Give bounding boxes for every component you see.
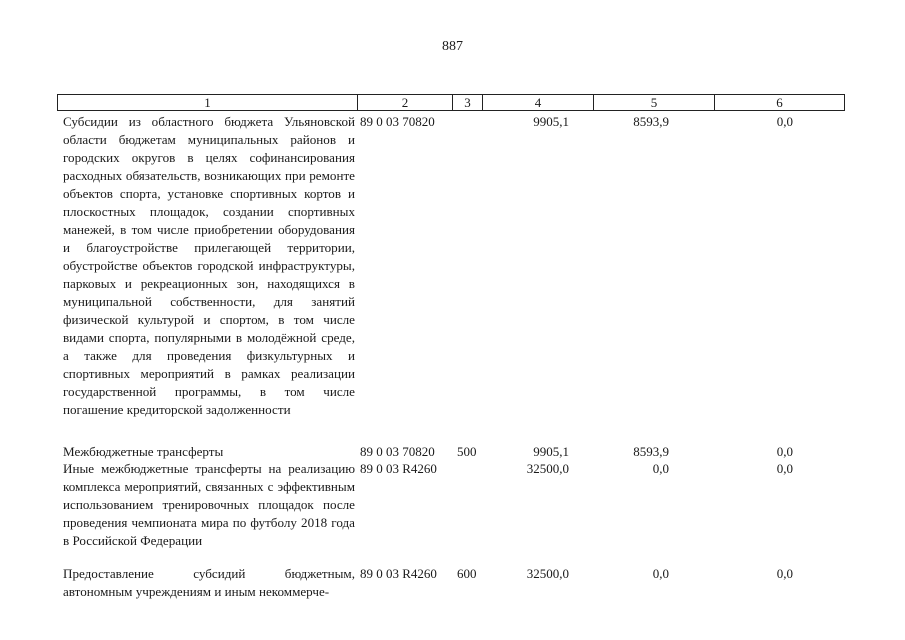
row-value-5: 8593,9 <box>633 114 669 129</box>
row-value-6: 0,0 <box>776 566 793 581</box>
row-value-5: 0,0 <box>652 566 669 581</box>
header-col-2: 2 <box>358 95 453 110</box>
row-value-4: 9905,1 <box>533 444 569 459</box>
header-col-4: 4 <box>483 95 594 110</box>
row-value-6: 0,0 <box>776 461 793 476</box>
row-vr: 500 <box>457 444 477 459</box>
row-value-4: 9905,1 <box>533 114 569 129</box>
row-value-5: 0,0 <box>652 461 669 476</box>
row-name: Предоставление субсидий бюджетным, автономным учреждениям и иным некоммерче- <box>63 566 355 599</box>
row-code: 89 0 03 R4260 <box>360 566 437 581</box>
table-header <box>57 94 845 111</box>
header-col-5: 5 <box>594 95 715 110</box>
row-name: Иные межбюджетные трансферты на реализацию комплекса мероприятий, связанных с эффективным использованием тренировочных площадок после проведения чемпионата мира по футболу 2018 года в Российской Федерации <box>63 461 355 548</box>
row-value-4: 32500,0 <box>526 566 569 581</box>
row-code: 89 0 03 70820 <box>360 114 435 129</box>
row-name: Субсидии из областного бюджета Ульяновской области бюджетам муниципальных районов и городских округов в целях софинансирования расходных обязательств, возникающих при ремонте объектов спорта, установке спортивных кортов и плоскостных площадок, создании спортивных манежей, в том числе приобретении оборудования и благоустройстве прилегающей территории, обустройстве объектов городской инфраструктуры, парковых и рекреационных зон, находящихся в муниципальной собственности, для занятий физической культурой и спортом, в том числе видами спорта, популярными в молодёжной среде, а также для проведения физкультурных и спортивных мероприятий в рамках реализации государственной программы, в том числе погашение кредиторской задолженности <box>63 114 355 417</box>
header-col-1: 1 <box>58 95 358 110</box>
row-value-4: 32500,0 <box>526 461 569 476</box>
row-value-6: 0,0 <box>776 444 793 459</box>
header-col-6: 6 <box>776 95 783 110</box>
row-value-5: 8593,9 <box>633 444 669 459</box>
row-code: 89 0 03 R4260 <box>360 461 437 476</box>
row-name: Межбюджетные трансферты <box>63 444 224 459</box>
row-vr: 600 <box>457 566 477 581</box>
row-value-6: 0,0 <box>776 114 793 129</box>
page-number: 887 <box>442 39 463 54</box>
header-col-3: 3 <box>453 95 483 110</box>
row-code: 89 0 03 70820 <box>360 444 435 459</box>
